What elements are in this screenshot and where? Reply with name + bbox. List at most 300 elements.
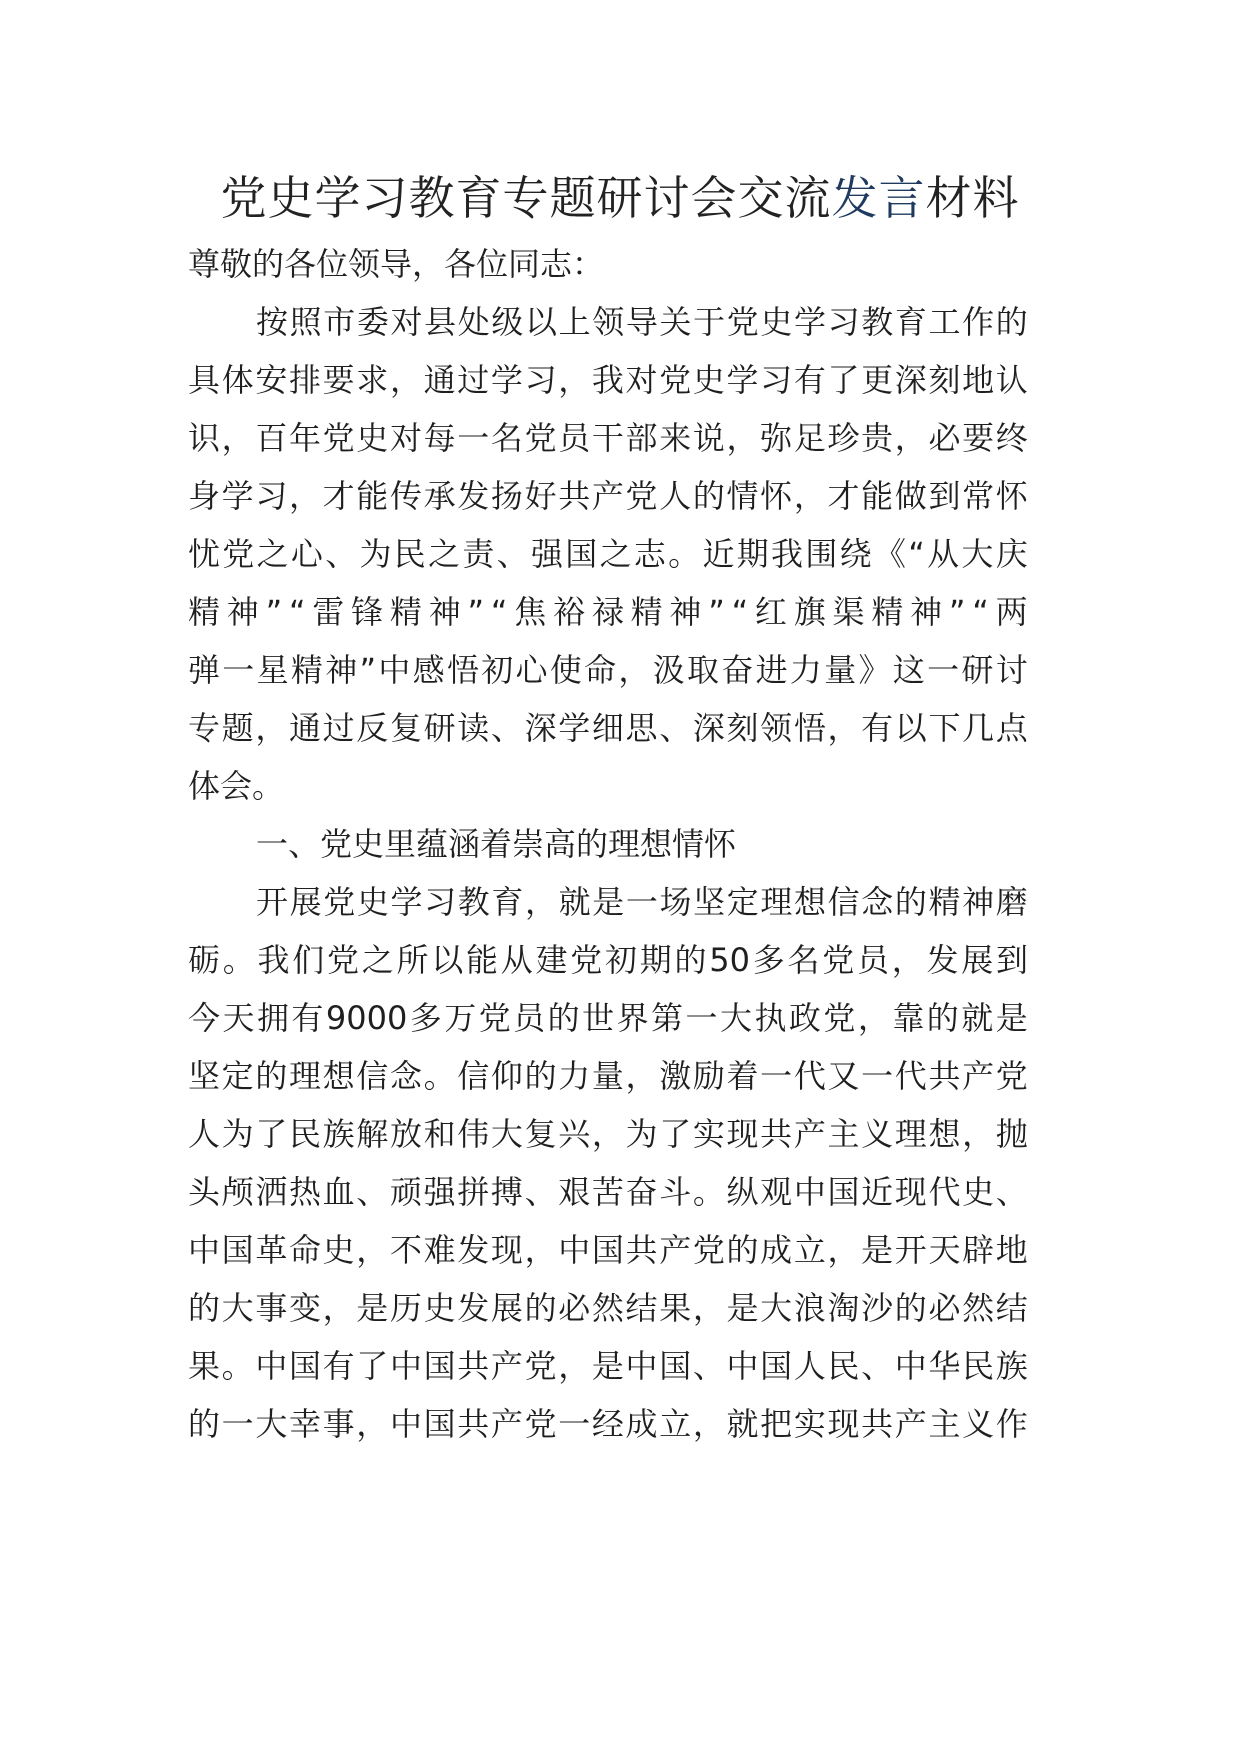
glyph: 产 [659, 1231, 692, 1269]
glyph: 弥 [760, 419, 793, 457]
glyph: 到 [995, 941, 1028, 979]
glyph: 育 [894, 303, 927, 341]
glyph: 大 [255, 1405, 288, 1443]
glyph: 具 [188, 361, 221, 399]
glyph: 幸 [288, 1405, 321, 1443]
glyph: ， [827, 1231, 860, 1269]
glyph: ， [726, 419, 759, 457]
glyph: 承 [423, 477, 456, 515]
glyph: 刻 [928, 361, 961, 399]
glyph: 史 [962, 1173, 995, 1211]
glyph: 围 [805, 535, 838, 573]
glyph: 人 [188, 1115, 221, 1153]
glyph: 是 [591, 1347, 624, 1385]
glyph: 复 [524, 1115, 557, 1153]
glyph: 习 [424, 883, 457, 921]
glyph: 义 [962, 1405, 995, 1443]
glyph: 执 [754, 999, 787, 1037]
glyph: ” [948, 593, 966, 631]
glyph: 实 [692, 1115, 725, 1153]
glyph: 志 [633, 535, 666, 573]
glyph: 》 [858, 651, 891, 689]
glyph: 地 [962, 361, 995, 399]
body-line [188, 348, 1028, 412]
glyph: 党 [524, 419, 557, 457]
glyph: 信 [356, 1057, 389, 1095]
glyph: 地 [995, 1231, 1028, 1269]
glyph: 的 [894, 1289, 927, 1327]
glyph: 有 [322, 1347, 355, 1385]
glyph: 悟 [446, 651, 479, 689]
glyph: 族 [995, 1347, 1028, 1385]
glyph: ， [558, 1347, 591, 1385]
glyph: “ [972, 593, 989, 631]
glyph: 史 [423, 1289, 456, 1327]
glyph: 复 [389, 709, 422, 747]
glyph: 更 [861, 361, 894, 399]
title-prefix: 党史学习教育专题研讨会交流 [220, 171, 832, 225]
glyph: ， [288, 477, 321, 515]
glyph: 伟 [457, 1115, 490, 1153]
glyph: 主 [928, 1405, 961, 1443]
glyph: 神 [910, 593, 943, 631]
glyph: 进 [755, 651, 788, 689]
document-title [0, 168, 1240, 228]
glyph: 学 [794, 303, 827, 341]
glyph: 珍 [827, 419, 860, 457]
glyph: 多 [409, 999, 442, 1037]
glyph: 一 [861, 1057, 894, 1095]
glyph: 精 [188, 593, 221, 631]
glyph: 能 [466, 941, 499, 979]
glyph: 党 [726, 303, 759, 341]
glyph: 我 [591, 361, 624, 399]
glyph: 立 [659, 1405, 692, 1443]
glyph: 部 [625, 419, 658, 457]
glyph: 果 [188, 1347, 221, 1385]
glyph: 终 [995, 419, 1028, 457]
glyph: 世 [582, 999, 615, 1037]
glyph: 雷 [312, 593, 345, 631]
glyph: 期 [736, 535, 769, 573]
glyph: 产 [591, 477, 624, 515]
glyph: 题 [221, 709, 254, 747]
glyph: 通 [288, 709, 321, 747]
glyph: 、 [356, 1173, 389, 1211]
glyph: 产 [490, 1405, 523, 1443]
glyph: 史 [692, 361, 725, 399]
glyph: 市 [323, 303, 356, 341]
glyph: 、 [524, 1173, 557, 1211]
glyph: 。 [222, 941, 255, 979]
glyph: 一 [558, 1405, 591, 1443]
glyph: 史 [322, 1231, 355, 1269]
body-line [188, 870, 1028, 934]
glyph: 求 [356, 361, 389, 399]
glyph: 要 [962, 419, 995, 457]
glyph: 裕 [553, 593, 586, 631]
glyph: 作 [962, 303, 995, 341]
glyph: 。 [221, 1347, 254, 1385]
glyph: 产 [962, 1057, 995, 1095]
glyph: 浪 [793, 1289, 826, 1327]
glyph: 一 [222, 651, 255, 689]
glyph: 忧 [188, 535, 221, 573]
body-line [188, 580, 1028, 644]
glyph: 导 [625, 303, 658, 341]
glyph: 现 [827, 1405, 860, 1443]
glyph: 政 [788, 999, 821, 1037]
glyph: 所 [396, 941, 429, 979]
glyph: 党 [524, 1405, 557, 1443]
glyph: 力 [558, 1057, 591, 1095]
glyph: 领 [760, 709, 793, 747]
glyph: 刻 [726, 709, 759, 747]
glyph: 展 [961, 941, 994, 979]
glyph: 有 [861, 709, 894, 747]
glyph: 今 [188, 999, 221, 1037]
glyph: 顽 [389, 1173, 422, 1211]
glyph: 精 [871, 593, 904, 631]
glyph: 发 [457, 1289, 490, 1327]
glyph: 名 [490, 419, 523, 457]
glyph: 国 [760, 1347, 793, 1385]
glyph: 苦 [591, 1173, 624, 1211]
glyph: 之 [428, 535, 461, 573]
glyph: 渠 [832, 593, 865, 631]
glyph: 责 [462, 535, 495, 573]
glyph: 神 [428, 593, 461, 631]
glyph: 委 [356, 303, 389, 341]
glyph: 华 [928, 1347, 961, 1385]
glyph: 力 [789, 651, 822, 689]
glyph: 励 [692, 1057, 725, 1095]
glyph: “ [908, 535, 925, 573]
body-line [188, 464, 1028, 528]
glyph: 国 [423, 1347, 456, 1385]
glyph: 中 [188, 1231, 221, 1269]
glyph: 身 [188, 477, 221, 515]
glyph: 族 [322, 1115, 355, 1153]
body-line-text: 体会。 [188, 767, 285, 805]
glyph: 沙 [861, 1289, 894, 1327]
glyph: 的 [547, 999, 580, 1037]
glyph: 深 [692, 709, 725, 747]
glyph: 头 [188, 1173, 221, 1211]
glyph: 中 [389, 1405, 422, 1443]
glyph: 量 [824, 651, 857, 689]
glyph: 辟 [962, 1231, 995, 1269]
glyph: ， [524, 1231, 557, 1269]
glyph: 50 [709, 941, 750, 979]
glyph: 心 [290, 535, 323, 573]
glyph: ” [708, 593, 725, 631]
glyph: 国 [423, 1405, 456, 1443]
glyph: 9000 [325, 999, 408, 1037]
glyph: 期 [639, 941, 672, 979]
glyph: 关 [659, 303, 692, 341]
glyph: 是 [356, 1289, 389, 1327]
glyph: ， [558, 361, 591, 399]
glyph: 对 [389, 419, 422, 457]
glyph: 一 [221, 1405, 254, 1443]
glyph: ， [692, 1289, 725, 1327]
glyph: 过 [322, 709, 355, 747]
glyph: 成 [760, 1231, 793, 1269]
title-accent: 发言 [831, 171, 926, 225]
glyph: 奋 [721, 651, 754, 689]
glyph: 党 [478, 999, 511, 1037]
glyph: 党 [570, 941, 603, 979]
glyph: 员 [856, 941, 889, 979]
title-suffix: 材料 [925, 171, 1020, 225]
glyph: 抛 [995, 1115, 1028, 1153]
glyph: ， [857, 999, 890, 1037]
glyph: 中 [558, 1231, 591, 1269]
glyph: 汲 [652, 651, 685, 689]
glyph: 发 [457, 1231, 490, 1269]
glyph: 艰 [558, 1173, 591, 1211]
glyph: 的 [674, 941, 707, 979]
glyph: 纵 [726, 1173, 759, 1211]
glyph: 着 [726, 1057, 759, 1095]
glyph: 理 [288, 1057, 321, 1095]
glyph: 反 [356, 709, 389, 747]
glyph: 和 [423, 1115, 456, 1153]
glyph: 产 [894, 1405, 927, 1443]
glyph: 历 [389, 1289, 422, 1327]
glyph: 处 [457, 303, 490, 341]
glyph: 果 [659, 1289, 692, 1327]
glyph: 多 [752, 941, 785, 979]
glyph: 才 [827, 477, 860, 515]
glyph: 精 [928, 883, 961, 921]
glyph: 信 [457, 1057, 490, 1095]
glyph: 代 [793, 1057, 826, 1095]
glyph: 中 [726, 1347, 759, 1385]
glyph: 星 [256, 651, 289, 689]
glyph: 的 [692, 477, 725, 515]
glyph: 想 [928, 1115, 961, 1153]
glyph: 好 [524, 477, 557, 515]
glyph: 到 [928, 477, 961, 515]
glyph: 国 [221, 1231, 254, 1269]
glyph: 共 [760, 1115, 793, 1153]
glyph: 发 [457, 477, 490, 515]
glyph: 又 [827, 1057, 860, 1095]
glyph: 了 [827, 361, 860, 399]
glyph: 使 [549, 651, 582, 689]
glyph: 实 [793, 1405, 826, 1443]
glyph: 名 [787, 941, 820, 979]
glyph: 的 [524, 1057, 557, 1095]
glyph: 一 [927, 651, 960, 689]
glyph: 我 [257, 941, 290, 979]
glyph: 读 [457, 709, 490, 747]
glyph: 现 [726, 1115, 759, 1153]
glyph: 大 [490, 1115, 523, 1153]
glyph: 怀 [760, 477, 793, 515]
glyph: 教 [861, 303, 894, 341]
glyph: 中 [378, 651, 411, 689]
glyph: 、 [692, 1347, 725, 1385]
glyph: 靠 [892, 999, 925, 1037]
glyph: 大 [221, 1289, 254, 1327]
glyph: 党 [524, 1347, 557, 1385]
glyph: 史 [356, 419, 389, 457]
glyph: 来 [659, 419, 692, 457]
glyph: 共 [457, 1347, 490, 1385]
glyph: 旗 [793, 593, 826, 631]
glyph: 拼 [457, 1173, 490, 1211]
glyph: 必 [928, 1289, 961, 1327]
glyph: 习 [827, 303, 860, 341]
glyph: 结 [625, 1289, 658, 1327]
glyph: 要 [322, 361, 355, 399]
glyph: 党 [692, 1231, 725, 1269]
glyph: 定 [726, 883, 759, 921]
glyph: “ [731, 593, 749, 631]
glyph: 奋 [625, 1173, 658, 1211]
glyph: 县 [424, 303, 457, 341]
glyph: 产 [490, 1347, 523, 1385]
glyph: 员 [513, 999, 546, 1037]
body-line [188, 1160, 1028, 1224]
glyph: 国 [288, 1347, 321, 1385]
glyph: 一 [685, 999, 718, 1037]
glyph: 是 [995, 999, 1028, 1037]
body-line [188, 1334, 1028, 1398]
section-heading [188, 812, 1028, 876]
glyph: 弹 [188, 651, 221, 689]
glyph: 了 [659, 1115, 692, 1153]
glyph: 量 [591, 1057, 624, 1095]
glyph: 是 [861, 1231, 894, 1269]
glyph: 于 [693, 303, 726, 341]
glyph: 近 [861, 1173, 894, 1211]
glyph: 展 [289, 883, 322, 921]
glyph: 悟 [793, 709, 826, 747]
glyph: 史 [356, 883, 389, 921]
glyph: 然 [962, 1289, 995, 1327]
glyph: 党 [823, 999, 856, 1037]
glyph: 定 [221, 1057, 254, 1095]
glyph: 百 [255, 419, 288, 457]
glyph: 禄 [591, 593, 624, 631]
glyph: 砺 [188, 941, 221, 979]
glyph: 为 [221, 1115, 254, 1153]
glyph: 不 [389, 1231, 422, 1269]
glyph: 对 [390, 303, 423, 341]
glyph: 义 [861, 1115, 894, 1153]
glyph: 安 [255, 361, 288, 399]
glyph: 大 [961, 535, 994, 573]
glyph: 念 [861, 883, 894, 921]
glyph: 代 [894, 1057, 927, 1095]
glyph: 之 [361, 941, 394, 979]
glyph: 说 [692, 419, 725, 457]
glyph: 、 [490, 709, 523, 747]
glyph: ， [962, 1115, 995, 1153]
glyph: 中 [389, 1347, 422, 1385]
glyph: ” [265, 593, 283, 631]
glyph: 精 [630, 593, 663, 631]
glyph: 党 [995, 1057, 1028, 1095]
glyph: 中 [894, 1347, 927, 1385]
glyph: 照 [289, 303, 322, 341]
glyph: 做 [894, 477, 927, 515]
glyph: 想 [794, 883, 827, 921]
salutation [188, 232, 1028, 296]
glyph: 信 [827, 883, 860, 921]
glyph: 点 [995, 709, 1028, 747]
glyph: 立 [793, 1231, 826, 1269]
glyph: 党 [659, 361, 692, 399]
glyph: 思 [625, 709, 658, 747]
glyph: 、 [995, 1173, 1028, 1211]
glyph: 就 [726, 1405, 759, 1443]
glyph: 、 [861, 1347, 894, 1385]
glyph: 血 [322, 1173, 355, 1211]
glyph: 员 [558, 419, 591, 457]
glyph: 的 [726, 1231, 759, 1269]
glyph: 级 [491, 303, 524, 341]
body-line [188, 522, 1028, 586]
glyph: 国 [591, 1231, 624, 1269]
glyph: 建 [535, 941, 568, 979]
glyph: 之 [599, 535, 632, 573]
glyph: 们 [292, 941, 325, 979]
glyph: 了 [255, 1115, 288, 1153]
body-line [188, 1276, 1028, 1340]
glyph: 常 [962, 477, 995, 515]
glyph: 党 [322, 419, 355, 457]
glyph: 《 [873, 535, 906, 573]
glyph: 这 [892, 651, 925, 689]
glyph: 共 [558, 477, 591, 515]
glyph: ， [356, 1405, 389, 1443]
glyph: 对 [625, 361, 658, 399]
glyph: 洒 [255, 1173, 288, 1211]
glyph: ， [389, 361, 422, 399]
glyph: 兴 [558, 1115, 591, 1153]
glyph: 就 [961, 999, 994, 1037]
glyph: 每 [423, 419, 456, 457]
glyph: 认 [995, 361, 1028, 399]
glyph: 解 [356, 1115, 389, 1153]
glyph: 、 [496, 535, 529, 573]
glyph: 坚 [693, 883, 726, 921]
glyph: 下 [928, 709, 961, 747]
glyph: 红 [754, 593, 787, 631]
glyph: 国 [659, 1347, 692, 1385]
glyph: 学 [221, 477, 254, 515]
body-line [188, 1044, 1028, 1108]
glyph: 共 [861, 1405, 894, 1443]
body-line [188, 696, 1028, 760]
glyph: 场 [659, 883, 692, 921]
glyph: 共 [928, 1057, 961, 1095]
glyph: 革 [255, 1231, 288, 1269]
glyph: 年 [288, 419, 321, 457]
glyph: 大 [760, 1289, 793, 1327]
glyph: ， [618, 651, 651, 689]
glyph: 。 [692, 1173, 725, 1211]
glyph: 代 [928, 1173, 961, 1211]
glyph: 取 [687, 651, 720, 689]
glyph: 难 [423, 1231, 456, 1269]
body-line [188, 754, 1028, 818]
